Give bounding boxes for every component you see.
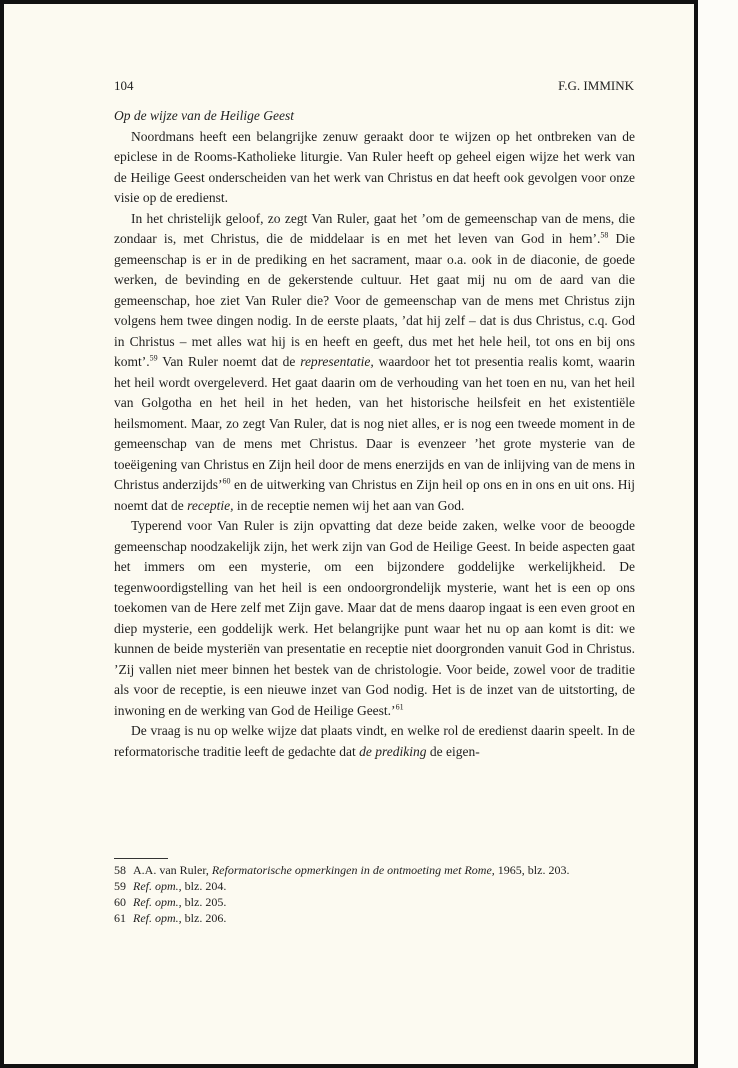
- paragraph: Typerend voor Van Ruler is zijn opvatting dat deze beide zaken, welke voor de beoogde gemeenschap noodzakelijk zijn, het werk zijn van God de Heilige Geest. In beide aspecten gaat het immers om een mysterie, om een bijzondere goddelijke werkelijkheid. De tegenwoordigstelling van het heil is een ondoorgrondelijk mysterie, want het is een op ons toekomen van de Here zelf met Zijn gave. Maar dat de mens daarop ingaat is een even groot en diep mysterie, een goddelijk werk. Het belangrijke punt waar het nu op aan komt is dit: we kunnen de beide mysteriën van presentatie en receptie niet doorgronden vanuit God in Christus. ’Zij vallen niet meer binnen het bestek van de christologie. Voor beide, zowel voor de traditie als voor de receptie, is een nieuwe inzet van God nodig. Het is de inzet van de uitstorting, de inwoning en de werking van God de Heilige Geest.’$^{61}$: [114, 518, 635, 718]
- footnote: 58 A.A. van Ruler, Reformatorische opmerkingen in de ontmoeting met Rome, 1965, blz. 203.: [114, 863, 570, 877]
- footnote-divider: [114, 858, 168, 859]
- footnote-number: 61: [114, 911, 126, 925]
- footnote-ref[interactable]: 60: [222, 476, 231, 486]
- paragraph: Noordmans heeft een belangrijke zenuw geraakt door te wijzen op het ontbreken van de epiclese in de Rooms-Katholieke liturgie. Van Ruler heeft op geheel eigen wijze het werk van de Heilige Geest onderscheiden van het werk van Christus en dat heeft ook gevolgen voor onze visie op de eredienst.: [114, 128, 635, 205]
- footnote: 59 Ref. opm., blz. 204.: [114, 879, 227, 893]
- footnote: 61 Ref. opm., blz. 206.: [114, 911, 227, 925]
- emphasis: representatie,: [300, 354, 374, 369]
- footnote-number: 60: [114, 895, 126, 909]
- emphasis: receptie,: [187, 497, 234, 513]
- footnote: 60 Ref. opm., blz. 205.: [114, 895, 227, 909]
- running-head-author: F.G. IMMINK: [558, 78, 634, 93]
- page-edge: [698, 0, 738, 1068]
- footnote-ref[interactable]: 61: [395, 702, 404, 711]
- section-title: Op de wijze van de Heilige Geest: [114, 108, 294, 123]
- footnotes: [114, 862, 635, 926]
- body-text: [114, 106, 635, 762]
- paragraph: In het christelijk geloof, zo zegt Van Ruler, gaat het ’om de gemeenschap van de mens, die zondaar is, met Christus, die de middelaar is en met het leven van God in hem’.$^{58}$ Die gemeenschap is er in de prediking en het sacrament, maar o.a. ook in de diaconie, de goede werken, de bevinding en de gekerstende cultuur. Het gaat mij nu om de aard van die gemeenschap, hoe ziet Van Ruler die? Voor de gemeenschap van de mens met Christus zijn volgens hem twee dingen nodig. In de eerste plaats, ’dat hij zelf – dat is dus Christus, c.q. God in Christus – met alles wat hij is en heeft en geeft, dus met het hele heil, tot ons en bij ons komt’.$^{59}$ Van Ruler noemt dat de representatie, waardoor het tot presentia realis komt, waarin het heil wordt overgeleverd. Het gaat daarin om de verhouding van het toen en nu, van het heil van Golgotha en het heil in het heden, van het historische heilsfeit en het existentiële heilsmoment. Maar, zo zegt Van Ruler, dat is nog niet alles, er is nog een tweede moment in de gemeenschap van de mens met Christus. Daar is evenzeer ’het grote mysterie van de toeëigening van Christus en Zijn heil door de mens enerzijds en van de inlijving van de mens in Christus anderzijds’$^{60}$ en de uitwerking van Christus en Zijn heil op ons en in ons en uit ons. Hij noemt dat de receptie, in de receptie nemen wij het aan van God.: [114, 210, 635, 513]
- footnote-number: 58: [114, 863, 126, 877]
- footnote-ref[interactable]: 59: [149, 353, 158, 363]
- footnote-ref[interactable]: 58: [600, 230, 609, 240]
- paragraph: De vraag is nu op welke wijze dat plaats vindt, en welke rol de eredienst daarin speelt. In de reformatorische traditie leeft de gedachte dat de prediking de eigen-: [114, 723, 635, 759]
- page-number: 104: [114, 78, 134, 93]
- emphasis: de prediking: [359, 743, 427, 759]
- footnote-number: 59: [114, 879, 126, 893]
